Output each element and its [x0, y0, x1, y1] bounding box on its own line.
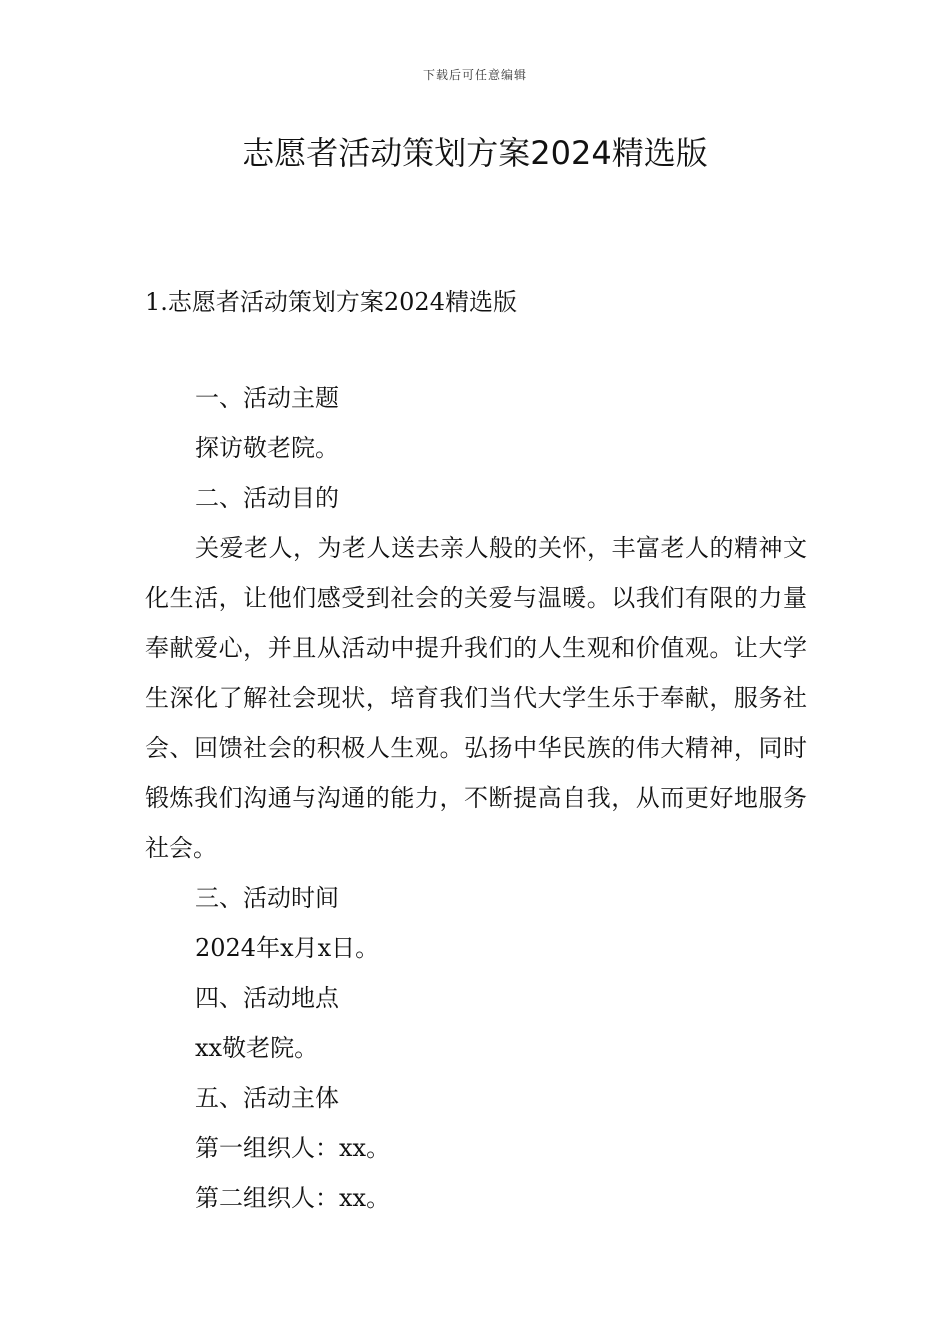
- section-title: 1.志愿者活动策划方案2024精选版: [145, 288, 517, 316]
- paragraph-activity-location: xx敬老院。: [195, 1034, 319, 1062]
- paragraph-activity-time: 2024年x月x日。: [195, 934, 380, 962]
- header-note: 下载后可任意编辑: [422, 68, 527, 82]
- heading-activity-time: 三、活动时间: [195, 884, 339, 912]
- heading-activity-subject: 五、活动主体: [195, 1084, 339, 1112]
- paragraph-second-organizer: 第二组织人：xx。: [195, 1184, 391, 1212]
- heading-activity-location: 四、活动地点: [195, 984, 339, 1012]
- heading-activity-theme: 一、活动主题: [195, 384, 339, 412]
- document-body: [145, 373, 807, 1223]
- paragraph-activity-purpose: 关爱老人，为老人送去亲人般的关怀，丰富老人的精神文化生活，让他们感受到社会的关爱与温暖。以我们有限的力量奉献爱心，并且从活动中提升我们的人生观和价值观。让大学生深化了解社会现状，培育我们当代大学生乐于奉献，服务社会、回馈社会的积极人生观。弘扬中华民族的伟大精神，同时锻炼我们沟通与沟通的能力，不断提高自我，从而更好地服务社会。: [145, 534, 807, 862]
- document-title: 志愿者活动策划方案2024精选版: [242, 134, 708, 172]
- paragraph-first-organizer: 第一组织人：xx。: [195, 1134, 391, 1162]
- paragraph-activity-theme: 探访敬老院。: [195, 434, 339, 462]
- heading-activity-purpose: 二、活动目的: [195, 484, 339, 512]
